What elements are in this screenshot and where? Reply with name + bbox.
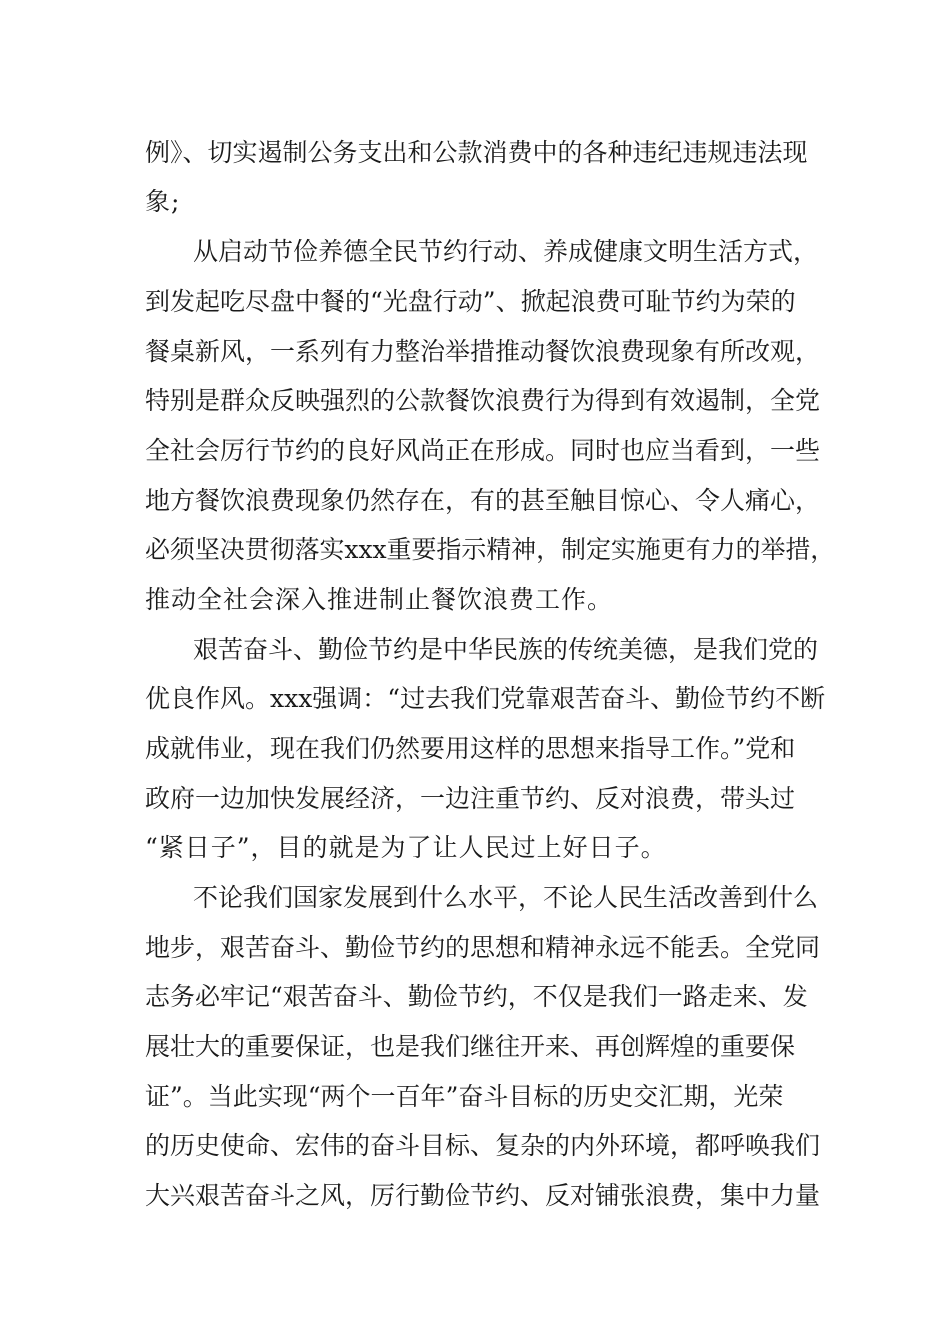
text-line: 地步，艰苦奋斗、勤俭节约的思想和精神永远不能丢。全党同 — [145, 933, 821, 962]
text-line: 优良作风。xxx强调：“过去我们党靠艰苦奋斗、勤俭节约不断 — [145, 684, 826, 713]
text-line: 例》、切实遏制公务支出和公款消费中的各种违纪违规违法现 — [145, 138, 808, 167]
paragraph-first-line: 不论我们国家发展到什么水平，不论人民生活改善到什么 — [193, 883, 819, 912]
text-line: 餐桌新风，一系列有力整治举措推动餐饮浪费现象有所改观， — [145, 337, 821, 366]
text-line: 全社会厉行节约的良好风尚正在形成。同时也应当看到，一些 — [145, 436, 821, 465]
text-line: 政府一边加快发展经济，一边注重节约、反对浪费，带头过 — [145, 784, 796, 813]
text-line: 象; — [145, 187, 181, 216]
text-line: 地方餐饮浪费现象仍然存在，有的甚至触目惊心、令人痛心， — [145, 486, 821, 515]
text-line: 推动全社会深入推进制止餐饮浪费工作。 — [145, 585, 614, 614]
text-line: 展壮大的重要保证，也是我们继往开来、再创辉煌的重要保 — [145, 1032, 796, 1061]
text-line: 大兴艰苦奋斗之风，厉行勤俭节约、反对铺张浪费，集中力量 — [145, 1181, 821, 1210]
paragraph-first-line: 从启动节俭养德全民节约行动、养成健康文明生活方式， — [193, 237, 819, 266]
text-line: 证”。当此实现“两个一百年”奋斗目标的历史交汇期，光荣 — [145, 1082, 784, 1111]
text-line: 成就伟业，现在我们仍然要用这样的思想来指导工作。”党和 — [145, 734, 796, 763]
text-line: “紧日子”，目的就是为了让人民过上好日子。 — [145, 833, 667, 862]
text-line: 志务必牢记“艰苦奋斗、勤俭节约，不仅是我们一路走来、发 — [145, 982, 808, 1011]
text-line: 到发起吃尽盘中餐的“光盘行动”、掀起浪费可耻节约为荣的 — [145, 287, 796, 316]
text-line: 必须坚决贯彻落实xxx重要指示精神，制定实施更有力的举措， — [145, 535, 836, 564]
paragraph-first-line: 艰苦奋斗、勤俭节约是中华民族的传统美德，是我们党的 — [193, 635, 819, 664]
text-line: 的历史使命、宏伟的奋斗目标、复杂的内外环境，都呼唤我们 — [145, 1131, 821, 1160]
text-line: 特别是群众反映强烈的公款餐饮浪费行为得到有效遏制，全党 — [145, 386, 821, 415]
